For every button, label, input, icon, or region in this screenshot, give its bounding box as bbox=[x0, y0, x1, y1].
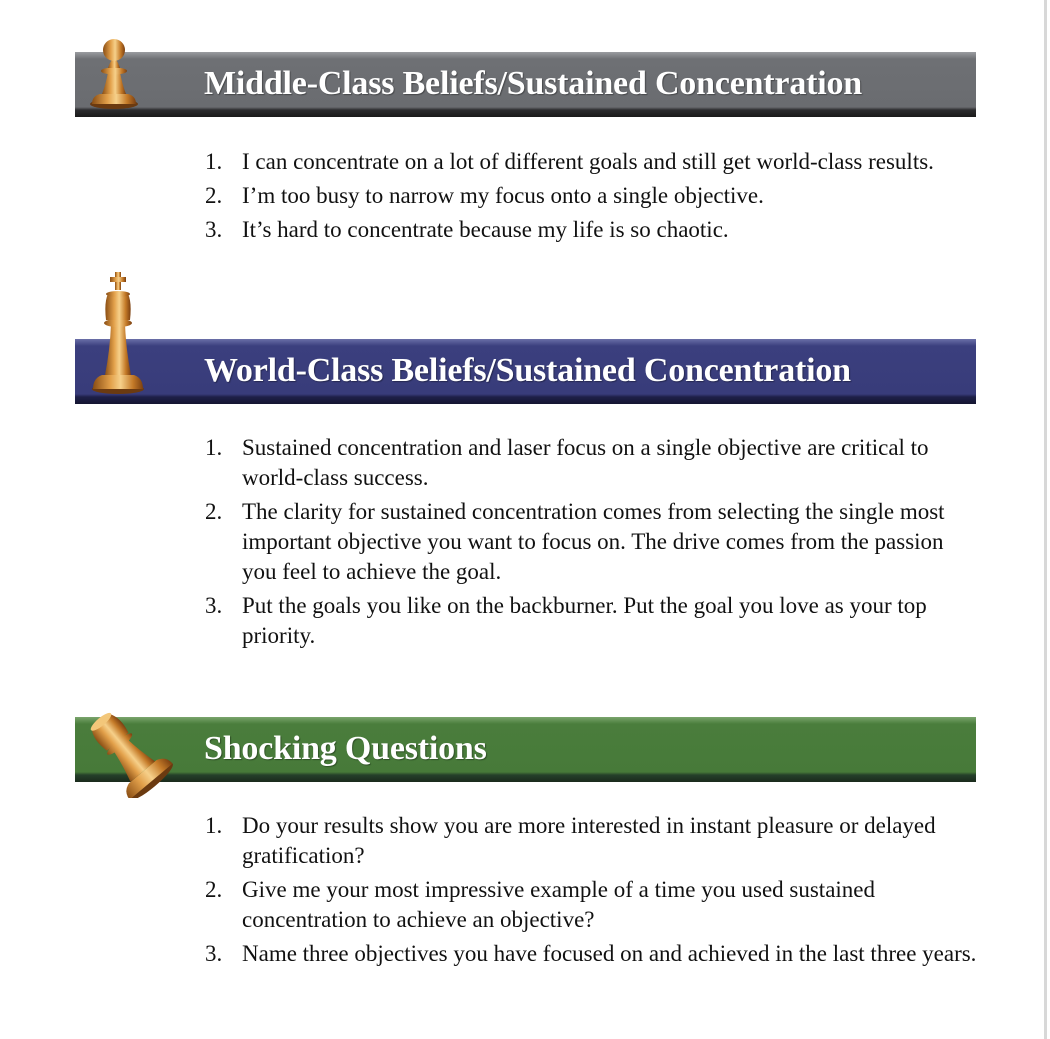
list-item: 3. Name three objectives you have focused on and achieved in the last three years. bbox=[205, 941, 977, 966]
chess-king-icon bbox=[88, 270, 148, 395]
list-item: 3. Put the goals you like on the backburner. Put the goal you love as your top priority. bbox=[205, 593, 927, 648]
section-title: Middle-Class Beliefs/Sustained Concentration bbox=[204, 65, 863, 102]
list-item: 1. Do your results show you are more interested in instant pleasure or delayed gratification? bbox=[205, 813, 936, 868]
section-banner bbox=[75, 52, 976, 117]
fallen-chess-piece-icon bbox=[82, 704, 174, 798]
list-item: 2. Give me your most impressive example of a time you used sustained concentration to achieve an objective? bbox=[205, 877, 876, 932]
list-item: 1. I can concentrate on a lot of different goals and still get world-class results. bbox=[205, 149, 934, 174]
list-item: 1. Sustained concentration and laser focus on a single objective are critical to world-class success. bbox=[205, 435, 929, 490]
section-banner bbox=[75, 339, 976, 404]
list-item: 2. The clarity for sustained concentration comes from selecting the single most important objective you want to focus on. The drive comes from the passion you feel to achieve the goal. bbox=[205, 499, 945, 584]
chess-pawn-icon bbox=[86, 36, 142, 110]
section-title: World-Class Beliefs/Sustained Concentration bbox=[204, 352, 851, 389]
section-title: Shocking Questions bbox=[204, 730, 487, 767]
page-edge bbox=[1044, 0, 1047, 1039]
belief-list bbox=[205, 147, 980, 249]
belief-list bbox=[205, 433, 980, 655]
list-item: 3. It’s hard to concentrate because my life is so chaotic. bbox=[205, 217, 729, 242]
question-list bbox=[205, 811, 980, 973]
section-banner bbox=[75, 717, 976, 782]
list-item: 2. I’m too busy to narrow my focus onto a single objective. bbox=[205, 183, 764, 208]
